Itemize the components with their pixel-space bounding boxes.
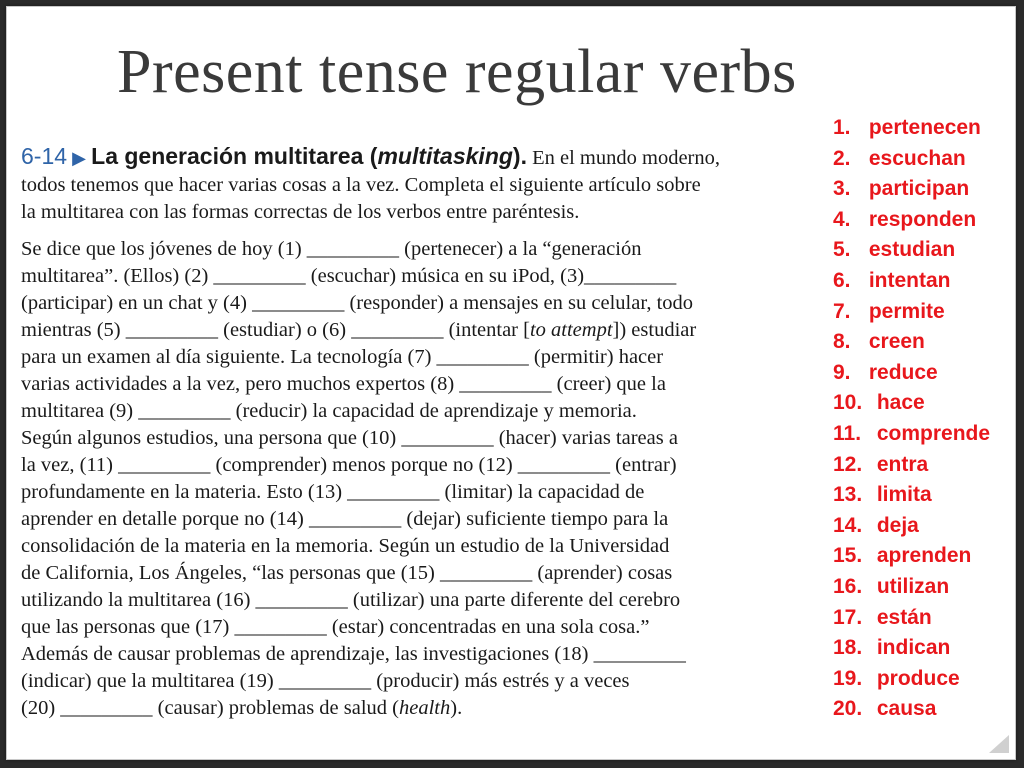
answer-number: 9. [833,360,851,384]
passage-line: que las personas que (17) _________ (estar) concentradas en una sola cosa.” [21,616,650,638]
answer-word: reduce [868,360,938,384]
answer-word: entra [876,452,929,476]
answer-item [833,235,990,266]
exercise-title: La generación multitarea (multitasking). [91,143,527,169]
answer-number: 20. [833,697,863,721]
answer-word: responden [868,207,977,231]
passage-line: de California, Los Ángeles, “las personas que (15) _________ (aprender) cosas [21,562,673,584]
answer-word: comprende [876,421,991,445]
answer-item [833,572,990,603]
answer-number: 15. [833,544,863,568]
passage-line: mientras (5) _________ (estudiar) o (6) _________ (intentar [to attempt]) estudiar [21,319,697,341]
answer-number: 14. [833,513,863,537]
exercise-number: 6-14 [21,143,68,169]
answer-item [833,358,990,389]
passage-line: utilizando la multitarea (16) _________ (utilizar) una parte diferente del cerebro [21,589,681,611]
answer-number: 4. [833,207,851,231]
answer-item [833,694,990,725]
answer-item [833,327,990,358]
answer-word: indican [876,636,951,660]
answer-number: 2. [833,146,851,170]
passage-line: multitarea (9) _________ (reducir) la capacidad de aprendizaje y memoria. [21,400,637,422]
passage-line: (20) _________ (causar) problemas de salud (health). [21,697,463,719]
answer-word: causa [876,697,937,721]
answer-word: aprenden [876,544,972,568]
instructions-line: la multitarea con las formas correctas de los verbos entre paréntesis. [21,201,580,223]
answer-item [833,266,990,297]
answer-item [833,419,990,450]
passage-line: para un examen al día siguiente. La tecnología (7) _________ (permitir) hacer [21,346,664,368]
answer-item [833,603,990,634]
passage-line: la vez, (11) _________ (comprender) menos porque no (12) _________ (entrar) [21,454,677,476]
passage-line: profundamente en la materia. Esto (13) _________ (limitar) la capacidad de [21,481,645,503]
answer-word: pertenecen [868,116,981,139]
exercise-heading [21,143,831,172]
answer-word: escuchan [868,146,966,170]
answer-word: intentan [868,268,951,292]
passage-line: (indicar) que la multitarea (19) _________ (producir) más estrés y a veces [21,670,630,692]
answer-word: creen [868,330,925,354]
passage-line: Se dice que los jóvenes de hoy (1) _________ (pertenecer) a la “generación [21,238,642,260]
passage-line: multitarea”. (Ellos) (2) _________ (escuchar) música en su iPod, (3)_________ [21,265,677,287]
answer-number: 12. [833,452,863,476]
answer-item [833,450,990,481]
answer-word: están [876,605,932,629]
answer-number: 18. [833,636,863,660]
answer-item [833,297,990,328]
answer-number: 10. [833,391,863,415]
instructions-line: todos tenemos que hacer varias cosas a la vez. Completa el siguiente artículo sobre [21,174,701,196]
slide [6,6,1016,760]
answer-item [833,174,990,205]
page-curl-icon [989,735,1009,753]
answer-number: 7. [833,299,851,323]
answer-item [833,511,990,542]
play-arrow-icon: ▶ [72,148,87,168]
passage-line: Según algunos estudios, una persona que (10) _________ (hacer) varias tareas a [21,427,678,449]
answer-item [833,633,990,664]
passage [21,236,831,722]
passage-line: consolidación de la materia en la memoria. Según un estudio de la Universidad [21,535,670,557]
answer-word: hace [876,391,925,415]
answer-word: deja [876,513,919,537]
passage-line: (participar) en un chat y (4) _________ (responder) a mensajes en su celular, todo [21,292,694,314]
answer-item [833,205,990,236]
answer-item [833,541,990,572]
passage-line: aprender en detalle porque no (14) _________ (dejar) suficiente tiempo para la [21,508,669,530]
passage-line: varias actividades a la vez, pero muchos expertos (8) _________ (creer) que la [21,373,666,395]
answer-number: 8. [833,330,851,354]
answer-item [833,664,990,695]
answer-item [833,480,990,511]
answer-number: 13. [833,483,863,507]
answer-number: 5. [833,238,851,262]
answer-item [833,388,990,419]
answer-word: permite [868,299,945,323]
answer-number: 3. [833,177,851,201]
answer-number: 17. [833,605,863,629]
answer-number: 16. [833,574,863,598]
answer-item [833,144,990,175]
answer-word: produce [876,666,960,690]
passage-line: Además de causar problemas de aprendizaje, las investigaciones (18) _________ [21,643,686,665]
answer-key [833,113,990,725]
instructions [21,172,831,226]
answer-number: 6. [833,268,851,292]
answer-number: 11. [833,421,862,445]
answer-item [833,113,990,144]
answer-word: utilizan [876,574,950,598]
answer-number: 1. [833,116,851,139]
slide-title: Present tense regular verbs [117,38,797,106]
answer-number: 19. [833,666,863,690]
answer-word: participan [868,177,970,201]
instructions-line: En el mundo moderno, [532,147,720,169]
answer-word: estudian [868,238,956,262]
answer-word: limita [876,483,932,507]
exercise-block [21,143,831,722]
